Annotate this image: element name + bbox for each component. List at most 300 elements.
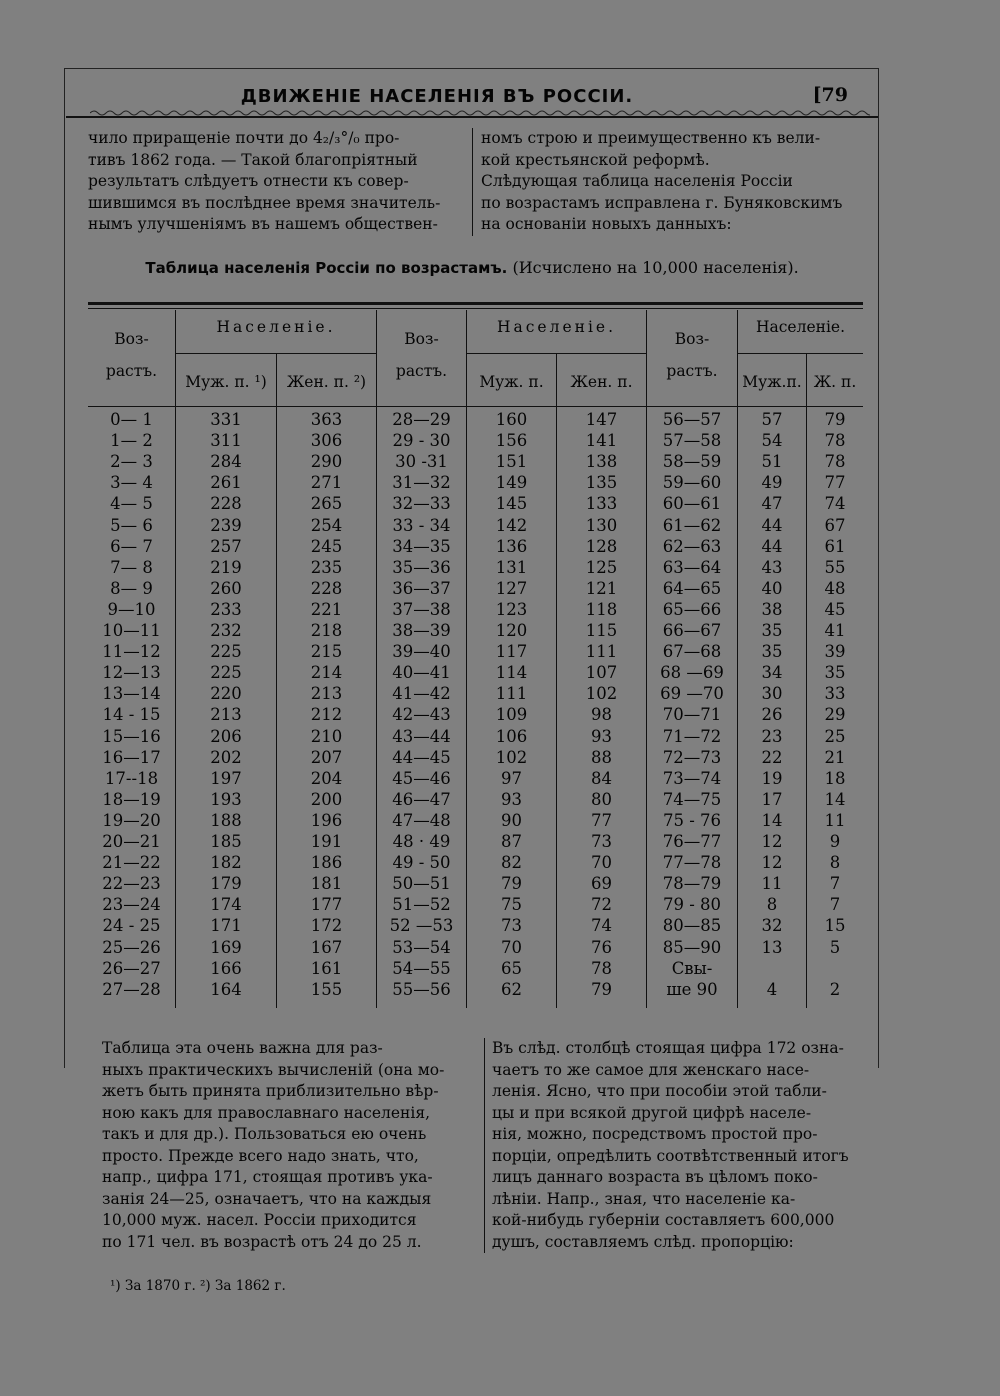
header-male-a: Муж. п. ¹) [185, 373, 267, 391]
table-cell-male-b: 120 [495, 621, 528, 640]
table-cell-female-c: 55 [824, 557, 846, 577]
table-cell-female-b: 130 [585, 515, 618, 535]
table-cell-age-range-b: 31—32 [392, 473, 451, 493]
page-frame-right [878, 68, 879, 1068]
table-cell-male-b: 123 [495, 599, 528, 619]
table-cell-female-b: 107 [585, 663, 618, 683]
table-cell-male-b: 114 [495, 663, 528, 683]
table-cell-age-range-c: 70—71 [662, 705, 722, 725]
table-cell-male-b: 149 [495, 473, 528, 493]
table-cell-female-c: 11 [824, 810, 846, 830]
table-cell-age-range-b: 38—39 [392, 621, 451, 640]
table-cell-male-c: 54 [761, 431, 783, 451]
table-cell-age-range-c: 69 —70 [660, 684, 724, 704]
table-cell-female-c: 48 [824, 578, 846, 598]
table-cell-female-a: 271 [310, 473, 343, 493]
table-cell-age-range-c: 56—57 [662, 410, 722, 429]
table-cell-female-c: 21 [824, 747, 846, 767]
table-cell-female-b: 80 [591, 789, 612, 809]
table-cell-male-b: 97 [501, 768, 522, 788]
table-cell-age-range-b: 30 -31 [395, 452, 448, 472]
text-line: шившимся въ послѣднее время значитель- [88, 193, 441, 212]
text-line: по 171 чел. въ возрастѣ отъ 24 до 25 л. [102, 1232, 422, 1251]
table-cell-male-a: 228 [210, 494, 242, 514]
text-line: ныхъ практическихъ вычисленій (она мо- [102, 1060, 445, 1079]
outro-left-column [102, 1038, 474, 1253]
table-cell-male-c: 30 [761, 684, 783, 704]
table-cell-age-range-b: 51—52 [392, 895, 451, 915]
table-cell-male-b: 109 [495, 705, 528, 725]
table-cell-age-range-b: 28—29 [392, 410, 451, 429]
table-cell-male-a: 331 [210, 410, 242, 429]
table-cell-male-c: 11 [761, 874, 783, 894]
table-cell-male-a: 257 [210, 536, 242, 556]
table-cell-female-a: 172 [310, 916, 343, 936]
table-cell-female-a: 210 [310, 726, 343, 746]
table-cell-female-c: 74 [824, 494, 846, 514]
header-sub-rule [738, 353, 863, 354]
table-cell-female-c: 29 [824, 705, 846, 725]
table-cell-age-range-c: 78—79 [662, 874, 722, 894]
table-cell-age-range-a: 1— 2 [110, 431, 153, 451]
table-cell-age-range-a: 16—17 [102, 747, 161, 767]
table-cell-male-c: 19 [761, 768, 783, 788]
table-cell-male-c: 4 [766, 979, 778, 999]
table-cell-age-range-a: 3— 4 [110, 473, 153, 493]
table-cell-male-a: 260 [210, 578, 242, 598]
header-age-3a: Воз- [674, 330, 710, 348]
table-cell-male-a: 239 [210, 515, 242, 535]
table-cell-male-a: 261 [210, 473, 242, 493]
text-line: порціи, опредѣлить соотвѣтственный итогъ [492, 1146, 849, 1165]
table-cell-male-b: 127 [495, 578, 528, 598]
table-cell-female-a: 265 [310, 494, 343, 514]
table-cell-female-b: 141 [585, 431, 618, 451]
table-cell-female-b: 79 [591, 979, 612, 999]
intro-right-column [481, 128, 861, 236]
text-line: на основаніи новыхъ данныхъ: [481, 215, 732, 233]
header-female-c: Ж. п. [813, 373, 857, 391]
table-cell-age-range-b: 33 - 34 [392, 515, 451, 535]
table-cell-female-c: 14 [824, 789, 846, 809]
text-line: просто. Прежде всего надо знать, что, [102, 1146, 419, 1165]
table-cell-male-b: 73 [501, 916, 522, 936]
table-cell-female-b: 78 [591, 958, 612, 978]
text-line: чило приращеніе почти до 4₂/₃°/₀ про- [88, 129, 400, 147]
table-cell-age-range-c: 85—90 [662, 937, 722, 957]
table-cell-age-range-a: 19—20 [102, 810, 161, 830]
text-line: 10,000 муж. насел. Россіи приходится [102, 1211, 417, 1229]
table-cell-female-b: 69 [591, 874, 612, 894]
table-cell-male-c: 26 [761, 705, 783, 725]
table-cell-male-c: 35 [761, 621, 783, 640]
table-cell-female-c: 8 [829, 853, 841, 873]
table-cell-female-b: 118 [585, 599, 618, 619]
table-cell-male-a: 213 [210, 705, 242, 725]
table-cell-age-range-a: 23—24 [102, 895, 161, 915]
page-frame-top [64, 68, 878, 69]
header-age-1a: Воз- [114, 330, 149, 348]
table-cell-female-a: 167 [310, 937, 343, 957]
table-cell-age-range-c: 57—58 [662, 431, 722, 451]
table-cell-age-range-a: 25—26 [102, 937, 161, 957]
table-cell-age-range-a: 14 - 15 [102, 705, 161, 725]
table-cell-female-b: 102 [585, 684, 618, 704]
text-line: Въ слѣд. столбцѣ стоящая цифра 172 озна- [492, 1039, 844, 1057]
table-cell-male-a: 197 [210, 768, 242, 788]
table-cell-female-a: 221 [310, 599, 343, 619]
header-population-b: Населеніе. [496, 318, 617, 336]
table-cell-male-a: 166 [210, 958, 242, 978]
text-line: ною какъ для православнаго населенія, [102, 1103, 431, 1122]
table-cell-age-range-a: 20—21 [102, 832, 161, 851]
table-cell-male-b: 75 [501, 895, 522, 915]
table-cell-age-range-b: 34—35 [392, 536, 451, 556]
text-line: занія 24—25, означаетъ, что на каждыя [102, 1189, 432, 1208]
table-cell-female-c: 67 [824, 515, 846, 535]
table-cell-age-range-a: 21—22 [102, 853, 161, 873]
table-cell-female-a: 218 [310, 621, 343, 640]
table-cell-male-a: 225 [210, 642, 242, 662]
outro-column-divider [484, 1038, 485, 1253]
table-cell-male-a: 311 [210, 431, 242, 451]
table-cell-age-range-c: 72—73 [662, 747, 722, 767]
table-cell-age-range-a: 12—13 [102, 663, 161, 683]
header-male-c: Муж.п. [742, 373, 802, 391]
table-cell-male-c: 44 [761, 536, 783, 556]
table-cell-age-range-b: 49 - 50 [392, 853, 451, 873]
table-cell-age-range-a: 8— 9 [110, 578, 153, 598]
table-cell-age-range-c: 75 - 76 [662, 810, 722, 830]
table-cell-age-range-c: Свы- [671, 958, 713, 978]
table-cell-age-range-a: 27—28 [102, 979, 161, 999]
header-sub-rule [176, 353, 376, 354]
table-cell-female-a: 181 [310, 874, 343, 894]
table-cell-female-c: 79 [824, 410, 846, 429]
table-cell-male-b: 90 [501, 810, 522, 830]
table-cell-female-c: 41 [824, 621, 846, 640]
table-cell-male-a: 284 [210, 452, 242, 472]
table-cell-female-a: 235 [310, 557, 343, 577]
header-age-1b: растъ. [105, 362, 158, 380]
header-population-c: Населеніе. [755, 318, 846, 336]
table-cell-age-range-a: 13—14 [102, 684, 161, 704]
table-cell-female-c: 35 [824, 663, 846, 683]
table-cell-male-c: 38 [761, 599, 783, 619]
table-cell-male-c: 12 [761, 853, 783, 873]
table-cell-female-a: 200 [310, 789, 343, 809]
table-cell-male-b: 145 [495, 494, 528, 514]
table-cell-male-c: 14 [761, 810, 783, 830]
table-cell-male-b: 102 [495, 747, 528, 767]
table-cell-female-a: 212 [310, 705, 343, 725]
table-cell-female-c: 15 [824, 916, 846, 936]
table-cell-female-c: 45 [824, 599, 846, 619]
table-caption-title: Таблица населенія Россіи по возрастамъ. [145, 259, 508, 277]
table-cell-male-a: 169 [210, 937, 242, 957]
table-cell-age-range-b: 39—40 [392, 642, 451, 662]
text-line: Таблица эта очень важна для раз- [102, 1039, 383, 1057]
header-age-3b: растъ. [666, 362, 718, 380]
table-cell-female-a: 191 [310, 832, 343, 851]
table-cell-age-range-a: 24 - 25 [102, 916, 161, 936]
table-cell-age-range-b: 44—45 [392, 747, 451, 767]
table-cell-male-c: 8 [766, 895, 778, 915]
table-cell-age-range-b: 29 - 30 [392, 431, 451, 451]
table-cell-male-a: 232 [210, 621, 242, 640]
table-cell-female-a: 186 [310, 853, 343, 873]
table-cell-male-c: 51 [761, 452, 783, 472]
table-cell-female-b: 88 [591, 747, 612, 767]
table-cell-male-a: 185 [210, 832, 242, 851]
table-cell-male-c: 34 [761, 663, 783, 683]
table-cell-female-b: 115 [585, 621, 618, 640]
table-cell-female-c: 18 [824, 768, 846, 788]
table-header-rule [88, 406, 863, 407]
table-cell-male-b: 111 [495, 684, 528, 704]
text-line: номъ строю и преимущественно къ вели- [481, 129, 821, 147]
table-cell-age-range-b: 43—44 [392, 726, 451, 746]
table-cell-male-b: 70 [501, 937, 522, 957]
table-cell-age-range-a: 15—16 [102, 726, 161, 746]
table-cell-age-range-c: 67—68 [662, 642, 722, 662]
table-cell-male-c: 43 [761, 557, 783, 577]
table-cell-age-range-b: 53—54 [392, 937, 451, 957]
header-population-a: Населеніе. [216, 318, 336, 336]
table-cell-male-c: 13 [761, 937, 783, 957]
table-cell-female-b: 133 [585, 494, 618, 514]
table-cell-male-a: 202 [210, 747, 242, 767]
text-line: чаетъ то же самое для женскаго насе- [492, 1060, 810, 1079]
table-cell-age-range-a: 5— 6 [110, 515, 153, 535]
table-cell-female-b: 135 [585, 473, 618, 493]
table-cell-male-b: 160 [495, 410, 528, 429]
table-cell-male-b: 151 [495, 452, 528, 472]
text-line: душъ, составляемъ слѣд. пропорцію: [492, 1232, 794, 1251]
table-cell-female-b: 70 [591, 853, 612, 873]
table-cell-male-b: 82 [501, 853, 522, 873]
table-cell-male-b: 117 [495, 642, 528, 662]
table-cell-male-a: 206 [210, 726, 242, 746]
table-cell-age-range-b: 48 · 49 [392, 832, 451, 851]
table-cell-age-range-b: 55—56 [392, 979, 451, 999]
table-cell-female-c: 77 [824, 473, 846, 493]
table-cell-age-range-b: 45—46 [392, 768, 451, 788]
table-cell-age-range-a: 18—19 [102, 789, 161, 809]
text-line: Слѣдующая таблица населенія Россіи [481, 172, 793, 190]
table-cell-male-c [738, 958, 806, 979]
table-cell-age-range-c: 64—65 [662, 578, 722, 598]
table-cell-female-b: 72 [591, 895, 612, 915]
table-cell-female-c: 61 [824, 536, 846, 556]
table-cell-age-range-c: 61—62 [662, 515, 722, 535]
table-cell-male-a: 174 [210, 895, 242, 915]
table-cell-female-c: 33 [824, 684, 846, 704]
table-cell-age-range-c: 62—63 [662, 536, 722, 556]
table-cell-female-a: 214 [310, 663, 343, 683]
table-cell-male-b: 87 [501, 832, 522, 851]
table-cell-female-b: 147 [585, 410, 618, 429]
table-cell-age-range-a: 4— 5 [110, 494, 153, 514]
text-line: тивъ 1862 года. — Такой благопріятный [88, 150, 418, 169]
table-cell-female-b: 77 [591, 810, 612, 830]
table-cell-male-c: 35 [761, 642, 783, 662]
table-cell-male-b: 142 [495, 515, 528, 535]
table-cell-age-range-a: 26—27 [102, 958, 161, 978]
table-cell-female-b: 73 [591, 832, 612, 851]
table-cell-age-range-a: 17--18 [104, 768, 159, 788]
table-cell-male-c: 32 [761, 916, 783, 936]
table-cell-female-c: 7 [829, 895, 841, 915]
table-cell-age-range-c: 63—64 [662, 557, 722, 577]
table-cell-age-range-b: 47—48 [392, 810, 451, 830]
table-cell-male-b: 93 [501, 789, 522, 809]
table-cell-age-range-c: 60—61 [662, 494, 722, 514]
text-line: кой-нибудь губерніи составляетъ 600,000 [492, 1211, 835, 1229]
header-age-2b: растъ. [395, 362, 448, 380]
header-female-b: Жен. п. [570, 373, 633, 391]
table-cell-female-a: 245 [310, 536, 343, 556]
text-line: цы и при всякой другой цифрѣ населе- [492, 1103, 812, 1122]
table-cell-female-c: 25 [824, 726, 846, 746]
table-cell-female-a: 196 [310, 810, 343, 830]
outro-right-column [492, 1038, 870, 1253]
table-cell-female-a: 306 [310, 431, 343, 451]
table-caption-note: (Исчислено на 10,000 населенія). [512, 258, 799, 277]
text-line: жетъ быть принята приблизительно вѣр- [102, 1082, 439, 1100]
footnotes: ¹) За 1870 г. ²) За 1862 г. [110, 1278, 286, 1294]
intro-left-column [88, 128, 468, 236]
table-cell-age-range-c: 79 - 80 [662, 895, 722, 915]
table-cell-age-range-c: 58—59 [662, 452, 722, 472]
table-cell-male-b: 65 [501, 958, 522, 978]
table-cell-male-a: 171 [210, 916, 242, 936]
table-cell-age-range-b: 52 —53 [389, 916, 454, 936]
table-cell-male-c: 57 [761, 410, 783, 429]
header-male-b: Муж. п. [479, 373, 544, 391]
table-top-rule-thin [88, 308, 863, 309]
table-cell-age-range-c: 68 —69 [660, 663, 724, 683]
table-cell-age-range-c: 74—75 [662, 789, 722, 809]
table-cell-age-range-a: 10—11 [102, 621, 161, 640]
table-cell-male-a: 182 [210, 853, 242, 873]
table-cell-male-a: 179 [210, 874, 242, 894]
table-cell-female-a: 215 [310, 642, 343, 662]
text-line: лицъ даннаго возраста въ цѣломъ поко- [492, 1168, 818, 1186]
table-cell-age-range-a: 2— 3 [110, 452, 153, 472]
table-cell-male-c: 12 [761, 832, 783, 851]
table-cell-male-b: 62 [501, 979, 522, 999]
table-cell-male-b: 79 [501, 874, 522, 894]
table-cell-age-range-b: 37—38 [392, 599, 451, 619]
table-cell-female-c: 5 [829, 937, 841, 957]
table-cell-male-a: 225 [210, 663, 242, 683]
table-cell-age-range-a: 22—23 [102, 874, 161, 894]
table-cell-male-c: 49 [761, 473, 783, 493]
table-cell-age-range-c: 77—78 [662, 853, 722, 873]
table-cell-female-a: 207 [310, 747, 343, 767]
table-cell-female-b: 98 [591, 705, 612, 725]
table-cell-male-b: 156 [495, 431, 528, 451]
text-line: нія, можно, посредствомъ простой про- [492, 1125, 818, 1143]
header-sub-rule [467, 353, 646, 354]
table-cell-age-range-b: 42—43 [392, 705, 451, 725]
table-cell-female-c: 78 [824, 431, 846, 451]
table-cell-age-range-b: 40—41 [392, 663, 451, 683]
table-cell-female-b: 74 [591, 916, 612, 936]
table-cell-female-b: 84 [591, 768, 612, 788]
table-cell-age-range-b: 32—33 [392, 494, 451, 514]
table-caption [66, 258, 878, 277]
text-line: результатъ слѣдуетъ отнести къ совер- [88, 172, 409, 190]
table-cell-male-c: 47 [761, 494, 783, 514]
table-cell-age-range-b: 35—36 [392, 557, 451, 577]
table-cell-age-range-a: 0— 1 [110, 410, 153, 429]
table-cell-age-range-a: 9—10 [107, 599, 156, 619]
header-age-2a: Воз- [404, 330, 439, 348]
table-cell-male-c: 44 [761, 515, 783, 535]
table-cell-age-range-c: 80—85 [662, 916, 722, 936]
table-cell-female-a: 254 [310, 515, 343, 535]
table-cell-female-a: 204 [310, 768, 343, 788]
ornamental-wave-rule [90, 108, 870, 118]
table-cell-male-a: 220 [210, 684, 242, 704]
table-cell-age-range-c: ше 90 [666, 979, 718, 999]
table-cell-male-c: 22 [761, 747, 783, 767]
table-cell-male-c: 40 [761, 578, 783, 598]
table-cell-age-range-c: 65—66 [662, 599, 722, 619]
table-cell-female-a: 155 [310, 979, 343, 999]
table-cell-age-range-b: 36—37 [392, 578, 451, 598]
table-cell-age-range-c: 59—60 [662, 473, 722, 493]
table-cell-age-range-b: 41—42 [392, 684, 451, 704]
text-line: кой крестьянской реформѣ. [481, 150, 710, 169]
table-cell-female-a: 228 [310, 578, 343, 598]
table-cell-female-c: 39 [824, 642, 846, 662]
table-cell-female-a: 213 [310, 684, 343, 704]
table-top-rule [88, 302, 863, 305]
table-cell-female-c: 9 [829, 832, 841, 851]
table-cell-male-c: 17 [761, 789, 783, 809]
table-cell-female-a: 161 [310, 958, 343, 978]
table-cell-age-range-c: 73—74 [662, 768, 722, 788]
page-frame-left [64, 68, 65, 1068]
table-cell-female-c: 2 [829, 979, 841, 999]
table-cell-age-range-b: 54—55 [392, 958, 451, 978]
table-cell-female-c: 78 [824, 452, 846, 472]
table-cell-male-c: 23 [761, 726, 783, 746]
table-cell-female-b: 76 [591, 937, 612, 957]
table-cell-male-a: 233 [210, 599, 242, 619]
table-cell-age-range-c: 66—67 [662, 621, 722, 640]
table-cell-age-range-c: 71—72 [662, 726, 722, 746]
header-female-a: Жен. п. ²) [286, 373, 367, 391]
table-cell-age-range-b: 46—47 [392, 789, 451, 809]
table-cell-female-b: 93 [591, 726, 612, 746]
table-cell-female-b: 138 [585, 452, 618, 472]
table-cell-male-b: 131 [495, 557, 528, 577]
text-line: напр., цифра 171, стоящая противъ ука- [102, 1168, 433, 1186]
table-cell-female-b: 121 [585, 578, 618, 598]
table-cell-male-a: 193 [210, 789, 242, 809]
page-number: [79 [812, 84, 848, 106]
table-cell-age-range-a: 7— 8 [110, 557, 153, 577]
text-line: нымъ улучшеніямъ въ нашемъ обществен- [88, 215, 438, 233]
table-cell-age-range-a: 6— 7 [110, 536, 153, 556]
table-cell-male-b: 136 [495, 536, 528, 556]
table-cell-female-b: 128 [585, 536, 618, 556]
running-title: ДВИЖЕНІЕ НАСЕЛЕНІЯ ВЪ РОССІИ. [240, 86, 634, 107]
